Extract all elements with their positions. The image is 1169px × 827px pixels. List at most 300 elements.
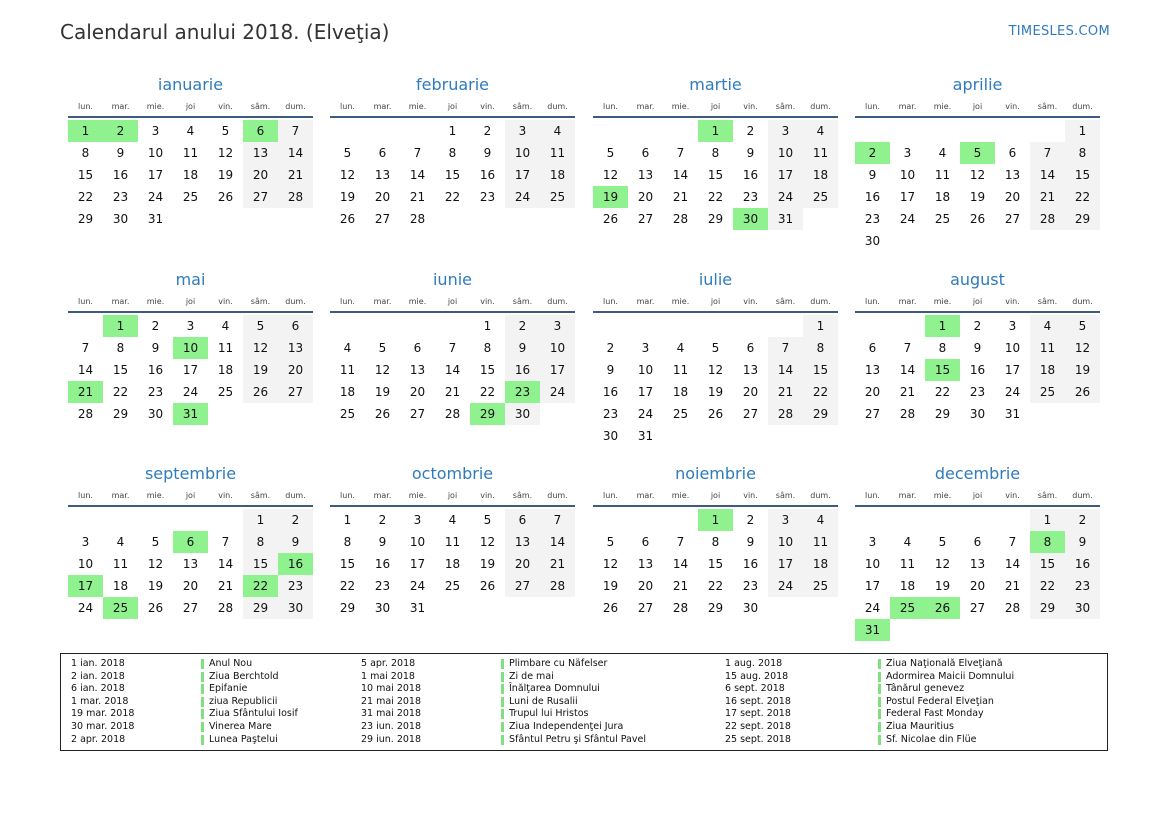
day-cell: 13 [182,557,199,571]
legend-date: 16 sept. 2018 [725,695,791,707]
weekday-label: joi [447,102,458,111]
day-cell: 16 [479,168,496,182]
day-cell: 30 [602,429,619,443]
legend-date: 2 apr. 2018 [71,733,126,745]
day-cell: 21 [444,385,461,399]
day-cell: 22 [479,385,496,399]
day-cell: 26 [602,212,619,226]
holiday-day-cell: 2 [855,142,890,164]
weekday-label: joi [972,297,983,306]
day-cell: 30 [112,212,129,226]
weekday-label: mie. [408,491,427,500]
day-cell: 26 [339,212,356,226]
brand-link[interactable]: TIMESLES.COM [1008,24,1110,39]
day-cell: 19 [339,190,356,204]
holiday-day-cell: 25 [103,597,138,619]
weekday-label: dum. [810,297,831,306]
weekday-label: mar. [373,297,392,306]
day-cell: 20 [374,190,391,204]
weekday-label: dum. [810,102,831,111]
day-cell: 24 [409,579,426,593]
day-cell: 31 [768,208,803,230]
day-cell: 4 [903,535,912,549]
legend-holiday-name: Trupul lui Hristos [509,708,589,720]
day-cell: 23 [742,579,759,593]
day-cell: 6 [1008,146,1017,160]
day-cell: 26 [479,579,496,593]
day-cell: 3 [186,319,195,333]
weekday-label: joi [185,491,196,500]
day-cell: 19 [147,579,164,593]
day-cell: 28 [409,212,426,226]
legend-date: 2 ian. 2018 [71,670,125,682]
legend-holiday-name: Postul Federal Elveţian [886,695,994,707]
legend-holiday-name: Federal Fast Monday [886,708,984,720]
day-cell: 26 [1065,381,1100,403]
day-cell: 24 [1004,385,1021,399]
month-name: mai [175,270,206,289]
legend-holiday-name: Adormirea Maicii Domnului [886,670,1015,682]
day-cell: 27 [505,575,540,597]
day-cell: 29 [243,597,278,619]
day-cell: 18 [899,579,916,593]
weekday-label: sâm. [250,491,271,500]
weekday-label: mar. [636,102,655,111]
day-cell: 9 [868,168,877,182]
month-divider [855,116,1100,118]
day-cell: 27 [409,407,426,421]
day-cell: 26 [217,190,234,204]
weekday-label: sâm. [250,297,271,306]
day-cell: 9 [746,146,755,160]
day-cell: 29 [803,403,838,425]
day-cell: 16 [864,190,881,204]
day-cell: 7 [676,535,685,549]
day-cell: 12 [339,168,356,182]
weekday-label: joi [447,297,458,306]
holiday-day-cell: 5 [960,142,995,164]
weekday-label: joi [710,491,721,500]
legend-date: 22 sept. 2018 [725,721,791,732]
weekday-label: joi [972,491,983,500]
legend-holiday-name: Sfântul Petru şi Sfântul Pavel [509,733,646,745]
day-cell: 11 [672,363,689,377]
day-cell: 23 [602,407,619,421]
day-cell: 17 [864,579,881,593]
day-cell: 8 [448,146,457,160]
day-cell: 13 [637,557,654,571]
day-cell: 5 [606,535,615,549]
holiday-day-cell: 30 [733,208,768,230]
legend-holiday-name: ziua Republicii [209,695,278,707]
weekday-label: mie. [671,491,690,500]
day-cell: 28 [217,601,234,615]
day-cell: 21 [540,553,575,575]
holiday-day-cell: 2 [103,120,138,142]
day-cell: 26 [243,381,278,403]
day-cell: 18 [934,190,951,204]
day-cell: 28 [77,407,94,421]
day-cell: 18 [444,557,461,571]
day-cell: 31 [1004,407,1021,421]
holiday-day-cell: 31 [855,619,890,641]
day-cell: 28 [672,212,689,226]
day-cell: 5 [378,341,387,355]
day-cell: 25 [540,186,575,208]
legend-date: 1 mai 2018 [361,670,415,682]
day-cell: 17 [637,385,654,399]
day-cell: 29 [112,407,129,421]
legend-holiday-name: Ziua Berchtold [209,670,279,682]
day-cell: 8 [483,341,492,355]
legend-holiday-name: Sf. Nicolae din Flüe [886,733,977,745]
day-cell: 29 [1065,208,1100,230]
day-cell: 18 [339,385,356,399]
day-cell: 16 [602,385,619,399]
day-cell: 14 [409,168,426,182]
day-cell: 13 [409,363,426,377]
weekday-label: mie. [408,102,427,111]
day-cell: 13 [742,363,759,377]
day-cell: 31 [409,601,426,615]
weekday-label: lun. [865,297,880,306]
day-cell: 12 [479,535,496,549]
day-cell: 11 [182,146,199,160]
month-divider [855,311,1100,313]
day-cell: 11 [217,341,234,355]
weekday-label: mar. [373,102,392,111]
legend-holiday-name: Anul Nou [209,658,253,669]
day-cell: 23 [112,190,129,204]
day-cell: 4 [116,535,125,549]
holiday-day-cell: 1 [698,509,733,531]
day-cell: 1 [1030,509,1065,531]
day-cell: 10 [768,531,803,553]
day-cell: 1 [448,124,457,138]
day-cell: 21 [217,579,234,593]
day-cell: 21 [672,579,689,593]
day-cell: 22 [934,385,951,399]
weekday-label: joi [185,297,196,306]
day-cell: 15 [77,168,94,182]
day-cell: 10 [899,168,916,182]
weekday-label: lun. [340,297,355,306]
day-cell: 28 [1030,208,1065,230]
day-cell: 2 [505,315,540,337]
legend-holiday-name: Epifanie [209,683,248,695]
weekday-label: dum. [285,102,306,111]
holiday-day-cell: 15 [925,359,960,381]
weekday-label: mie. [408,297,427,306]
legend-holiday-name: Ziua Independenţei Jura [509,721,624,732]
day-cell: 3 [505,120,540,142]
day-cell: 18 [217,363,234,377]
day-cell: 22 [112,385,129,399]
day-cell: 14 [444,363,461,377]
day-cell: 3 [641,341,650,355]
weekday-label: mie. [146,297,165,306]
day-cell: 6 [505,509,540,531]
day-cell: 7 [278,120,313,142]
weekday-label: mie. [933,297,952,306]
holiday-day-cell: 6 [243,120,278,142]
day-cell: 8 [711,146,720,160]
day-cell: 3 [151,124,160,138]
day-cell: 17 [768,553,803,575]
day-cell: 24 [768,575,803,597]
day-cell: 19 [374,385,391,399]
day-cell: 19 [602,579,619,593]
day-cell: 9 [505,337,540,359]
month-divider [855,505,1100,507]
month-divider [593,505,838,507]
month-name: decembrie [934,464,1021,483]
day-cell: 12 [602,168,619,182]
day-cell: 16 [505,359,540,381]
day-cell: 18 [1030,359,1065,381]
day-cell: 9 [606,363,615,377]
day-cell: 12 [374,363,391,377]
weekday-label: sâm. [512,297,533,306]
day-cell: 15 [803,359,838,381]
weekday-label: sâm. [1037,297,1058,306]
day-cell: 26 [374,407,391,421]
day-cell: 14 [1004,557,1021,571]
day-cell: 2 [151,319,160,333]
day-cell: 16 [147,363,164,377]
holiday-day-cell: 21 [68,381,103,403]
day-cell: 6 [973,535,982,549]
holiday-day-cell: 6 [173,531,208,553]
day-cell: 15 [444,168,461,182]
weekday-label: sâm. [250,102,271,111]
day-cell: 22 [1065,186,1100,208]
weekday-label: dum. [810,491,831,500]
weekday-label: mie. [146,102,165,111]
holiday-day-cell: 1 [925,315,960,337]
weekday-label: mar. [111,297,130,306]
day-cell: 2 [746,513,755,527]
holiday-day-cell: 29 [470,403,505,425]
holiday-day-cell: 22 [243,575,278,597]
weekday-label: lun. [78,102,93,111]
day-cell: 16 [742,168,759,182]
legend-holiday-name: Luni de Rusalii [509,695,578,707]
day-cell: 23 [479,190,496,204]
day-cell: 17 [540,359,575,381]
day-cell: 20 [864,385,881,399]
month-divider [593,311,838,313]
day-cell: 12 [602,557,619,571]
month-divider [330,116,575,118]
day-cell: 11 [934,168,951,182]
weekday-label: mie. [671,102,690,111]
day-cell: 23 [1065,575,1100,597]
day-cell: 11 [1030,337,1065,359]
day-cell: 4 [803,120,838,142]
day-cell: 2 [1065,509,1100,531]
day-cell: 17 [505,164,540,186]
weekday-label: vin. [1005,491,1020,500]
day-cell: 14 [768,359,803,381]
day-cell: 8 [711,535,720,549]
month-divider [330,311,575,313]
day-cell: 30 [147,407,164,421]
day-cell: 7 [540,509,575,531]
day-cell: 15 [707,168,724,182]
day-cell: 3 [768,509,803,531]
day-cell: 28 [672,601,689,615]
legend-holiday-name: Ziua Sfântului Iosif [209,708,298,720]
day-cell: 30 [278,597,313,619]
day-cell: 14 [672,557,689,571]
holiday-day-cell: 1 [68,120,103,142]
day-cell: 7 [1008,535,1017,549]
day-cell: 24 [147,190,164,204]
day-cell: 28 [899,407,916,421]
day-cell: 16 [374,557,391,571]
day-cell: 10 [1004,341,1021,355]
day-cell: 25 [803,575,838,597]
day-cell: 23 [147,385,164,399]
day-cell: 19 [934,579,951,593]
day-cell: 10 [505,142,540,164]
weekday-label: lun. [603,491,618,500]
day-cell: 20 [637,579,654,593]
holiday-day-cell: 26 [925,597,960,619]
day-cell: 12 [707,363,724,377]
day-cell: 11 [899,557,916,571]
day-cell: 17 [899,190,916,204]
day-cell: 27 [637,212,654,226]
day-cell: 13 [864,363,881,377]
month-name: iulie [698,270,733,289]
day-cell: 8 [343,535,352,549]
day-cell: 24 [637,407,654,421]
day-cell: 8 [81,146,90,160]
day-cell: 15 [1030,553,1065,575]
day-cell: 22 [444,190,461,204]
day-cell: 11 [112,557,129,571]
day-cell: 25 [1030,381,1065,403]
day-cell: 26 [147,601,164,615]
day-cell: 27 [374,212,391,226]
month-divider [68,505,313,507]
day-cell: 17 [182,363,199,377]
weekday-label: mar. [373,491,392,500]
day-cell: 15 [1065,164,1100,186]
day-cell: 26 [602,601,619,615]
legend-date: 1 mar. 2018 [71,695,129,707]
month-name: aprilie [952,75,1003,94]
day-cell: 11 [339,363,356,377]
legend-date: 19 mar. 2018 [71,708,135,720]
day-cell: 19 [243,359,278,381]
day-cell: 27 [182,601,199,615]
weekday-label: sâm. [775,297,796,306]
day-cell: 4 [186,124,195,138]
weekday-label: vin. [218,491,233,500]
day-cell: 12 [1065,337,1100,359]
day-cell: 21 [278,164,313,186]
month-name: octombrie [411,464,494,483]
day-cell: 29 [707,601,724,615]
holiday-legend [60,653,1108,751]
day-cell: 3 [413,513,422,527]
legend-date: 30 mar. 2018 [71,721,135,732]
day-cell: 5 [938,535,947,549]
day-cell: 5 [343,146,352,160]
legend-date: 5 apr. 2018 [361,658,416,669]
day-cell: 14 [672,168,689,182]
weekday-label: dum. [547,102,568,111]
weekday-label: sâm. [775,102,796,111]
day-cell: 25 [444,579,461,593]
weekday-label: vin. [743,297,758,306]
day-cell: 31 [637,429,654,443]
day-cell: 29 [77,212,94,226]
day-cell: 2 [973,319,982,333]
weekday-label: dum. [1072,491,1093,500]
weekday-label: mar. [636,297,655,306]
legend-date: 10 mai 2018 [361,683,422,695]
day-cell: 20 [409,385,426,399]
weekday-label: lun. [340,102,355,111]
weekday-label: vin. [480,491,495,500]
day-cell: 4 [343,341,352,355]
day-cell: 31 [147,212,164,226]
day-cell: 20 [505,553,540,575]
weekday-label: mie. [671,297,690,306]
day-cell: 14 [217,557,234,571]
day-cell: 8 [938,341,947,355]
day-cell: 29 [1030,597,1065,619]
weekday-label: sâm. [512,102,533,111]
day-cell: 25 [339,407,356,421]
day-cell: 6 [278,315,313,337]
day-cell: 17 [768,164,803,186]
day-cell: 5 [221,124,230,138]
day-cell: 30 [374,601,391,615]
day-cell: 1 [1065,120,1100,142]
day-cell: 24 [505,186,540,208]
weekday-label: mar. [111,102,130,111]
legend-date: 15 aug. 2018 [725,670,789,682]
day-cell: 12 [969,168,986,182]
day-cell: 9 [151,341,160,355]
weekday-label: vin. [743,491,758,500]
weekday-label: sâm. [775,491,796,500]
day-cell: 5 [243,315,278,337]
legend-date: 25 sept. 2018 [725,733,791,745]
weekday-label: sâm. [1037,102,1058,111]
day-cell: 19 [969,190,986,204]
day-cell: 9 [1065,531,1100,553]
day-cell: 30 [505,403,540,425]
weekday-label: dum. [285,297,306,306]
weekday-label: mar. [898,297,917,306]
legend-date: 21 mai 2018 [361,695,422,707]
day-cell: 28 [444,407,461,421]
legend-date: 1 ian. 2018 [71,658,125,669]
day-cell: 25 [672,407,689,421]
day-cell: 13 [637,168,654,182]
day-cell: 7 [221,535,230,549]
day-cell: 30 [1065,597,1100,619]
day-cell: 1 [343,513,352,527]
weekday-label: vin. [480,102,495,111]
day-cell: 5 [1065,315,1100,337]
